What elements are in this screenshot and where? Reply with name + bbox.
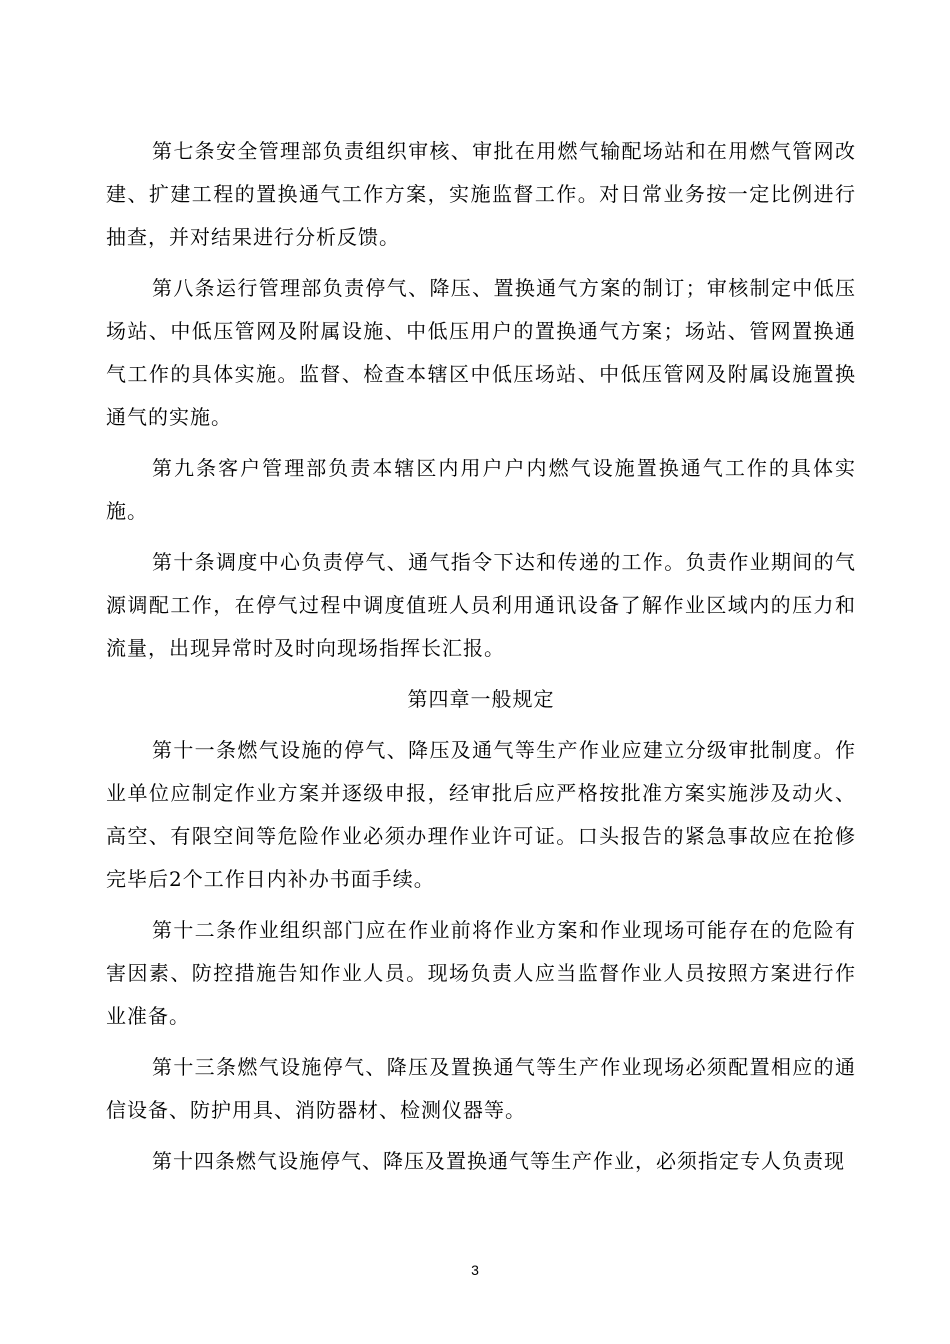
- chapter-heading: 第四章一般规定: [407, 687, 555, 711]
- article-13-paragraph: 第十三条燃气设施停气、降压及置换通气等生产作业现场必须配置相应的通信设备、防护用具、消防器材、检测仪器等。: [106, 1055, 856, 1122]
- article-12-paragraph: 第十二条作业组织部门应在作业前将作业方案和作业现场可能存在的危险有害因素、防控措施告知作业人员。现场负责人应当监督作业人员按照方案进行作业准备。: [106, 918, 856, 1028]
- document-body: [106, 130, 856, 1191]
- article-14-paragraph: 第十四条燃气设施停气、降压及置换通气等生产作业，必须指定专人负责现: [152, 1149, 845, 1173]
- article-7-paragraph: 第七条安全管理部负责组织审核、审批在用燃气输配场站和在用燃气管网改建、扩建工程的置换通气工作方案，实施监督工作。对日常业务按一定比例进行抽查，并对结果进行分析反馈。: [106, 139, 856, 249]
- article-10-paragraph: 第十条调度中心负责停气、通气指令下达和传递的工作。负责作业期间的气源调配工作，在停气过程中调度值班人员利用通讯设备了解作业区域内的压力和流量，出现异常时及时向现场指挥长汇报。: [106, 550, 856, 660]
- page-number: 3: [471, 1262, 479, 1278]
- article-11-paragraph: 第十一条燃气设施的停气、降压及通气等生产作业应建立分级审批制度。作业单位应制定作业方案并逐级申报，经审批后应严格按批准方案实施涉及动火、高空、有限空间等危险作业必须办理作业许可证。口头报告的紧急事故应在抢修完毕后2个工作日内补办书面手续。: [106, 738, 856, 891]
- article-9-paragraph: 第九条客户管理部负责本辖区内用户户内燃气设施置换通气工作的具体实施。: [106, 456, 856, 523]
- article-8-paragraph: 第八条运行管理部负责停气、降压、置换通气方案的制订；审核制定中低压场站、中低压管网及附属设施、中低压用户的置换通气方案；场站、管网置换通气工作的具体实施。监督、检查本辖区中低压场站、中低压管网及附属设施置换通气的实施。: [106, 276, 856, 429]
